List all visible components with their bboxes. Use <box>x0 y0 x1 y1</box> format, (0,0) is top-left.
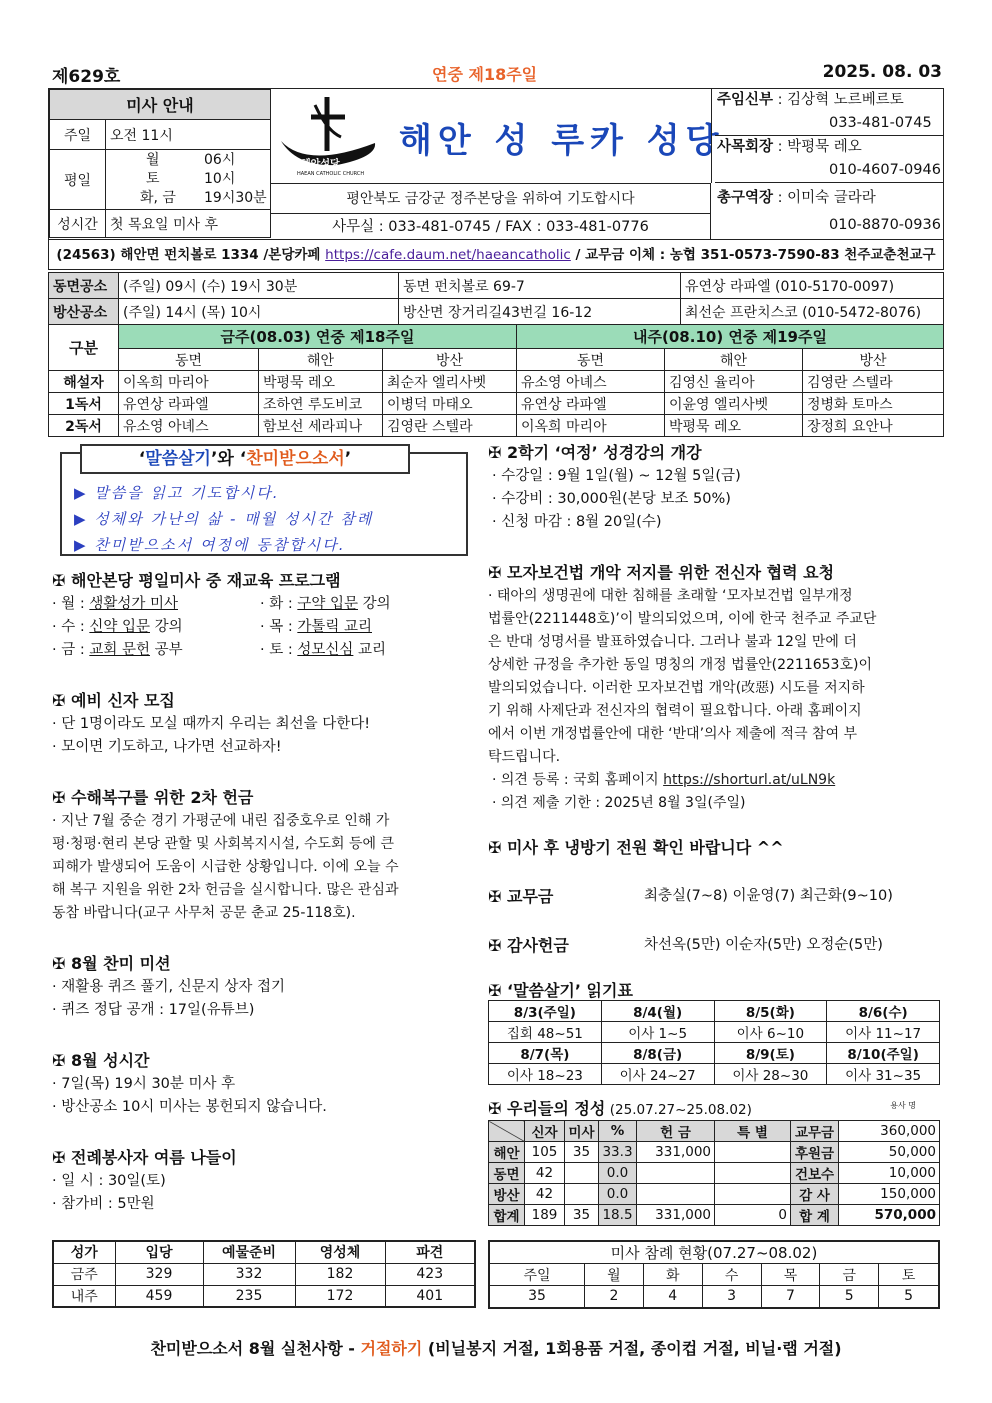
offering-col: 교무금 <box>791 1121 839 1142</box>
offering-col: % <box>599 1121 637 1142</box>
text-line: · 의견 등록 : 국회 홈페이지 https://shorturl.at/uLN9k <box>492 772 836 788</box>
station-name: 방산공소 <box>49 299 119 325</box>
offering-cell <box>637 1163 715 1184</box>
station-address: 동면 펀치볼로 69-7 <box>399 273 681 299</box>
offering-cell <box>715 1142 791 1163</box>
cafe-link[interactable]: https://cafe.daum.net/haeancatholic <box>325 247 571 263</box>
duty-cell: 최순자 엘리사벳 <box>383 371 517 393</box>
office-phone: 사무실 : 033-481-0745 / FAX : 033-481-0776 <box>271 213 711 240</box>
duty-cell: 김영란 스텔라 <box>383 415 517 437</box>
text-line: 에서 이번 개정법률안에 대한 ‘반대’의사 제출에 적극 참여 부 <box>488 726 858 742</box>
duty-label: 구분 <box>49 325 119 371</box>
reading-date: 8/5(화) <box>714 1001 827 1022</box>
sacraments-col: 입당 <box>115 1241 203 1263</box>
text-line: 동참 바랍니다(교구 사무처 공문 춘교 25-118호). <box>52 905 356 921</box>
duty-col: 방산 <box>383 349 517 371</box>
program-item: · 목 : 가톨릭 교리 <box>260 619 372 635</box>
motto-item: ▶ 성체와 가난의 삶 - 매월 성시간 참례 <box>74 510 374 528</box>
weekday-day: 화, 금 <box>140 190 176 206</box>
station-contact: 유연상 라파엘 (010-5170-0097) <box>681 273 944 299</box>
duty-cell: 이윤영 엘리사벳 <box>665 393 803 415</box>
reading-date: 8/8(금) <box>601 1043 714 1064</box>
staff-name: 이미숙 글라라 <box>787 190 876 206</box>
duty-role: 해설자 <box>49 371 119 393</box>
reading-date: 8/10(주일) <box>827 1043 940 1064</box>
section-title: ✠ 전례봉사자 여름 나들이 <box>52 1148 237 1167</box>
section-title: ✠ 8월 성시간 <box>52 1051 150 1070</box>
reading-date: 8/6(수) <box>827 1001 940 1022</box>
motto-title-a: 말씀살기 <box>145 449 211 469</box>
motto-item: ▶ 말씀을 읽고 기도합시다. <box>74 484 280 502</box>
offering-cell: 0 <box>715 1205 791 1226</box>
issue-number: 제629호 <box>52 67 121 87</box>
attendance-day: 토 <box>879 1264 939 1286</box>
text-line: 은 반대 성명서를 발표하였습니다. 그러나 불과 12일 만에 더 <box>488 634 857 650</box>
footer-lead: 찬미받으소서 8월 실천사항 <box>150 1339 343 1358</box>
stations-table <box>48 272 944 325</box>
liturgical-week: 연중 제18주일 <box>432 65 538 84</box>
sunday-label: 주일 <box>50 120 106 150</box>
issue-date: 2025. 08. 03 <box>822 62 942 82</box>
attendance-count: 2 <box>585 1286 644 1308</box>
text-line: · 신청 마감 : 8월 20일(수) <box>492 514 662 530</box>
reading-date: 8/3(주일) <box>489 1001 602 1022</box>
reading-date: 8/4(월) <box>601 1001 714 1022</box>
reading-text: 이사 1~5 <box>601 1022 714 1043</box>
text-line: · 퀴즈 정답 공개 : 17일(유튜브) <box>52 1002 255 1018</box>
reading-text: 이사 24~27 <box>601 1064 714 1085</box>
weekday-label: 평일 <box>50 150 106 210</box>
reading-text: 이사 11~17 <box>827 1022 940 1043</box>
weekday-day: 월 <box>146 152 160 168</box>
attendance-day: 주일 <box>489 1264 585 1286</box>
sacraments-cell: 내주 <box>53 1285 115 1307</box>
sacraments-col: 영성체 <box>295 1241 385 1263</box>
weekday-day: 토 <box>146 171 160 187</box>
offering-cell: 42 <box>525 1184 565 1205</box>
duty-role: 1독서 <box>49 393 119 415</box>
duty-cell: 조하연 루도비코 <box>259 393 383 415</box>
duty-cell: 함보선 세라피나 <box>259 415 383 437</box>
adoration-label: 성시간 <box>50 210 106 238</box>
offering-cell: 0.0 <box>599 1184 637 1205</box>
sacraments-cell: 459 <box>115 1285 203 1307</box>
footer-practice: 찬미받으소서 8월 실천사항 - 거절하기 (비닐봉지 거절, 1회용품 거절, 종이컵 거절, 비닐·랩 거절) <box>150 1339 842 1358</box>
offering-cell: 33.3 <box>599 1142 637 1163</box>
next-week-header: 내주(08.10) 연중 제19주일 <box>517 325 944 349</box>
offering-cell: 570,000 <box>839 1205 940 1226</box>
thanks-row <box>488 933 940 956</box>
attendance-count: 35 <box>489 1286 585 1308</box>
program-item: · 화 : 구약 입문 강의 <box>260 596 391 612</box>
offering-unit: 용사 명 <box>890 1101 916 1110</box>
program-item: · 수 : 신약 입문 강의 <box>52 619 183 635</box>
thanks-names: 차선옥(5만) 이순자(5만) 오정순(5만) <box>644 937 883 953</box>
motto-title: ‘말씀살기’와 ‘찬미받으소서’ <box>80 444 410 474</box>
duty-cell: 이옥희 마리아 <box>119 371 259 393</box>
section-title: ✠ 8월 찬미 미션 <box>52 954 171 973</box>
text-line: 법률안(2211448호)’이 발의되었으며, 이에 한국 천주교 주교단 <box>488 611 877 627</box>
text-line: 평·청평·현리 본당 관할 및 사회복지시설, 수도회 등에 큰 <box>52 836 395 852</box>
offering-cell: 42 <box>525 1163 565 1184</box>
offering-cell: 감 사 <box>791 1184 839 1205</box>
offering-col: 특 별 <box>715 1121 791 1142</box>
weekday-time: 10시 <box>204 171 236 187</box>
sacraments-cell: 235 <box>203 1285 295 1307</box>
offering-header <box>488 1096 940 1118</box>
offering-cell: 35 <box>565 1205 599 1226</box>
attendance-count: 4 <box>643 1286 702 1308</box>
offering-cell: 건보수 <box>791 1163 839 1184</box>
attendance-day: 금 <box>820 1264 879 1286</box>
offering-cell: 331,000 <box>637 1142 715 1163</box>
attendance-count: 7 <box>761 1286 820 1308</box>
offering-col: 미사 <box>565 1121 599 1142</box>
duty-col: 방산 <box>803 349 944 371</box>
station-contact: 최선순 프란치스코 (010-5472-8076) <box>681 299 944 325</box>
offering-cell: 50,000 <box>839 1142 940 1163</box>
staff-name: 박평묵 레오 <box>787 139 862 155</box>
program-item: · 월 : 생활성가 미사 <box>52 596 178 612</box>
text-line: · 태아의 생명권에 대한 침해를 초래할 ‘모자보건법 일부개정 <box>488 588 853 604</box>
attendance-title: 미사 참례 현황(07.27~08.02) <box>489 1241 939 1264</box>
sacraments-col: 파견 <box>385 1241 475 1263</box>
staff-role: 주임신부 <box>717 92 774 108</box>
section-title: ✠ 예비 신자 모집 <box>52 691 175 710</box>
program-item: · 토 : 성모신심 교리 <box>260 642 386 658</box>
text-line: · 일 시 : 30일(토) <box>52 1173 166 1189</box>
motto-box <box>60 449 468 556</box>
offering-cell: 10,000 <box>839 1163 940 1184</box>
weekday-time: 19시30분 <box>204 190 267 206</box>
offering-row-label: 방산 <box>489 1184 525 1205</box>
sacraments-cell: 172 <box>295 1285 385 1307</box>
reading-date: 8/7(목) <box>489 1043 602 1064</box>
offering-cell: 35 <box>565 1142 599 1163</box>
text-line: 피해가 발생되어 도움이 시급한 상황입니다. 이에 오늘 수 <box>52 859 399 875</box>
staff-role: 사목회장 <box>717 139 774 155</box>
text-line: 상세한 규정을 추가한 동일 명칭의 개정 법률안(2211653호)이 <box>488 657 872 673</box>
logo-text: 해안성당 <box>301 159 340 170</box>
mass-guide-table <box>49 89 271 238</box>
offering-cell <box>565 1163 599 1184</box>
offering-cell <box>715 1184 791 1205</box>
reading-text: 집회 48~51 <box>489 1022 602 1043</box>
duty-col: 동면 <box>119 349 259 371</box>
sacraments-col: 성가 <box>53 1241 115 1263</box>
duty-cell: 박평묵 레오 <box>259 371 383 393</box>
duty-cell: 유연상 라파엘 <box>119 393 259 415</box>
section-title: ✠ 해안본당 평일미사 중 재교육 프로그램 <box>52 571 341 590</box>
sacraments-table <box>52 1240 476 1308</box>
station-time: (주일) 14시 (목) 10시 <box>119 299 399 325</box>
duty-cell: 박평묵 레오 <box>665 415 803 437</box>
section-title: ✠ 우리들의 정성 <box>488 1099 606 1118</box>
offering-row-label: 합계 <box>489 1205 525 1226</box>
adoration-text: 첫 목요일 미사 후 <box>106 210 271 238</box>
duty-cell: 이옥희 마리아 <box>517 415 665 437</box>
text-line: 탁드립니다. <box>488 749 561 765</box>
header-bar <box>52 62 942 88</box>
right-column <box>488 440 940 1001</box>
duty-cell: 김영란 스텔라 <box>803 371 944 393</box>
reading-text: 이사 28~30 <box>714 1064 827 1085</box>
station-time: (주일) 09시 (수) 19시 30분 <box>119 273 399 299</box>
offering-corner <box>489 1121 525 1142</box>
section-title: ✠ 2학기 ‘여정’ 성경강의 개강 <box>488 443 702 462</box>
duty-col: 동면 <box>517 349 665 371</box>
staff-phone: 010-4607-0946 <box>829 162 941 178</box>
section-title: ✠ 교무금 <box>488 887 554 906</box>
duty-col: 해안 <box>259 349 383 371</box>
sacraments-cell: 182 <box>295 1263 385 1285</box>
sacraments-cell: 329 <box>115 1263 203 1285</box>
station-address: 방산면 장거리길43번길 16-12 <box>399 299 681 325</box>
offering-cell: 150,000 <box>839 1184 940 1205</box>
left-column <box>52 568 476 1216</box>
staff-role: 총구역장 <box>717 190 774 206</box>
tithe-names: 최충실(7~8) 이윤영(7) 최근화(9~10) <box>644 888 893 904</box>
prayer-intention: 평안북도 금강군 정주본당을 위하여 기도합시다 <box>271 183 711 213</box>
section-title: ✠ ‘말씀살기’ 읽기표 <box>488 981 633 1000</box>
staff-list: 주임신부 : 김상혁 노르베르토 033-481-0745 사목회장 : 박평묵 레오 010-4607-0946 총구역장 : 이미숙 글라라 010-8870-0936 <box>715 89 943 240</box>
attendance-count: 5 <box>820 1286 879 1308</box>
duty-col: 해안 <box>665 349 803 371</box>
attendance-day: 월 <box>585 1264 644 1286</box>
attendance-count: 3 <box>702 1286 761 1308</box>
staff-phone: 010-8870-0936 <box>829 217 941 233</box>
offering-cell: 후원금 <box>791 1142 839 1163</box>
offering-cell <box>637 1184 715 1205</box>
offering-cell: 189 <box>525 1205 565 1226</box>
duty-cell: 장정희 요안나 <box>803 415 944 437</box>
offering-row-label: 해안 <box>489 1142 525 1163</box>
text-line: · 수강비 : 30,000원(본당 보조 50%) <box>492 491 731 507</box>
this-week-header: 금주(08.03) 연중 제18주일 <box>119 325 517 349</box>
duty-role: 2독서 <box>49 415 119 437</box>
weekday-time: 06시 <box>204 152 236 168</box>
offering-cell: 331,000 <box>637 1205 715 1226</box>
footer-detail: (비닐봉지 거절, 1회용품 거절, 종이컵 거절, 비닐·랩 거절) <box>422 1339 842 1358</box>
attendance-count: 5 <box>879 1286 939 1308</box>
text-line: · 참가비 : 5만원 <box>52 1196 155 1212</box>
offering-cell: 105 <box>525 1142 565 1163</box>
footer-action: 거절하기 <box>360 1339 423 1358</box>
offering-col: 헌 금 <box>637 1121 715 1142</box>
text-line: · 방산공소 10시 미사는 봉헌되지 않습니다. <box>52 1099 327 1115</box>
sacraments-cell: 332 <box>203 1263 295 1285</box>
section-title: ✠ 미사 후 냉방기 전원 확인 바랍니다 ^^ <box>488 838 784 857</box>
church-name: 해안 성 루카 성당 <box>399 121 725 161</box>
tithe-row <box>488 884 940 907</box>
section-title: ✠ 모자보건법 개악 저지를 위한 전신자 협력 요청 <box>488 563 835 582</box>
mass-guide-title: 미사 안내 <box>50 90 271 120</box>
text-line: · 재활용 퀴즈 풀기, 신문지 상자 접기 <box>52 979 285 995</box>
attendance-day: 화 <box>643 1264 702 1286</box>
text-line: · 의견 제출 기한 : 2025년 8월 3일(주일) <box>492 795 746 811</box>
text-line: 해 복구 지원을 위한 2차 헌금을 실시합니다. 많은 관심과 <box>52 882 399 898</box>
section-title: ✠ 감사헌금 <box>488 936 569 955</box>
sacraments-cell: 금주 <box>53 1263 115 1285</box>
sacraments-cell: 401 <box>385 1285 475 1307</box>
sacraments-cell: 423 <box>385 1263 475 1285</box>
reading-date: 8/9(토) <box>714 1043 827 1064</box>
duty-cell: 유소영 아녜스 <box>517 371 665 393</box>
text-line: · 모이면 기도하고, 나가면 선교하자! <box>52 739 282 755</box>
reading-text: 이사 18~23 <box>489 1064 602 1085</box>
staff-name: 김상혁 노르베르토 <box>787 92 904 108</box>
offering-cell <box>715 1163 791 1184</box>
text-line: 발의되었습니다. 이러한 모자보건법 개악(改惡) 시도를 저지하 <box>488 680 865 696</box>
duty-cell: 정병화 토마스 <box>803 393 944 415</box>
assembly-link[interactable]: https://shorturl.at/uLN9k <box>663 772 836 788</box>
duty-cell: 유소영 아녜스 <box>119 415 259 437</box>
duty-table <box>48 324 944 437</box>
station-name: 동면공소 <box>49 273 119 299</box>
offering-cell <box>565 1184 599 1205</box>
offering-total-tithe: 360,000 <box>839 1121 940 1142</box>
duty-cell: 유연상 라파엘 <box>517 393 665 415</box>
attendance-day: 목 <box>761 1264 820 1286</box>
offering-period: (25.07.27~25.08.02) <box>609 1102 752 1118</box>
program-item: · 금 : 교회 문헌 공부 <box>52 642 183 658</box>
sunday-time: 오전 11시 <box>106 120 271 150</box>
church-logo <box>277 91 385 183</box>
offering-cell: 합 계 <box>791 1205 839 1226</box>
attendance-table <box>488 1240 940 1309</box>
offering-cell: 0.0 <box>599 1163 637 1184</box>
duty-cell: 이병덕 마태오 <box>383 393 517 415</box>
reading-table <box>488 1000 940 1085</box>
motto-mid: 와 <box>217 449 240 469</box>
header-block <box>48 88 944 240</box>
text-line: · 7일(목) 19시 30분 미사 후 <box>52 1076 236 1092</box>
staff-phone: 033-481-0745 <box>829 115 932 131</box>
text-line: · 수강일 : 9월 1일(월) ~ 12월 5일(금) <box>492 468 741 484</box>
offering-table <box>488 1120 940 1226</box>
duty-cell: 김영신 율리아 <box>665 371 803 393</box>
text-line: · 지난 7월 중순 경기 가평군에 내린 집중호우로 인해 가 <box>52 813 390 829</box>
logo-subtext: HAEAN CATHOLIC CHURCH <box>297 171 365 177</box>
offering-col: 신자 <box>525 1121 565 1142</box>
text-line: · 단 1명이라도 모실 때까지 우리는 최선을 다한다! <box>52 716 371 732</box>
reading-text: 이사 6~10 <box>714 1022 827 1043</box>
text-line: 기 위해 사제단과 전신자의 협력이 필요합니다. 아래 홈페이지 <box>488 703 862 719</box>
account-text: / 교무금 이체 : 농협 351-0573-7590-83 천주교춘천교구 <box>570 247 936 263</box>
sacraments-col: 예물준비 <box>203 1241 295 1263</box>
offering-cell: 18.5 <box>599 1205 637 1226</box>
attendance-day: 수 <box>702 1264 761 1286</box>
offering-row-label: 동면 <box>489 1163 525 1184</box>
address-line <box>48 240 944 270</box>
motto-title-b: 찬미받으소서 <box>246 449 345 469</box>
reading-text: 이사 31~35 <box>827 1064 940 1085</box>
address-text: (24563) 해안면 펀치볼로 1334 /본당카페 <box>56 247 326 263</box>
section-title: ✠ 수해복구를 위한 2차 헌금 <box>52 788 254 807</box>
motto-item: ▶ 찬미받으소서 여정에 동참합시다. <box>74 536 346 554</box>
